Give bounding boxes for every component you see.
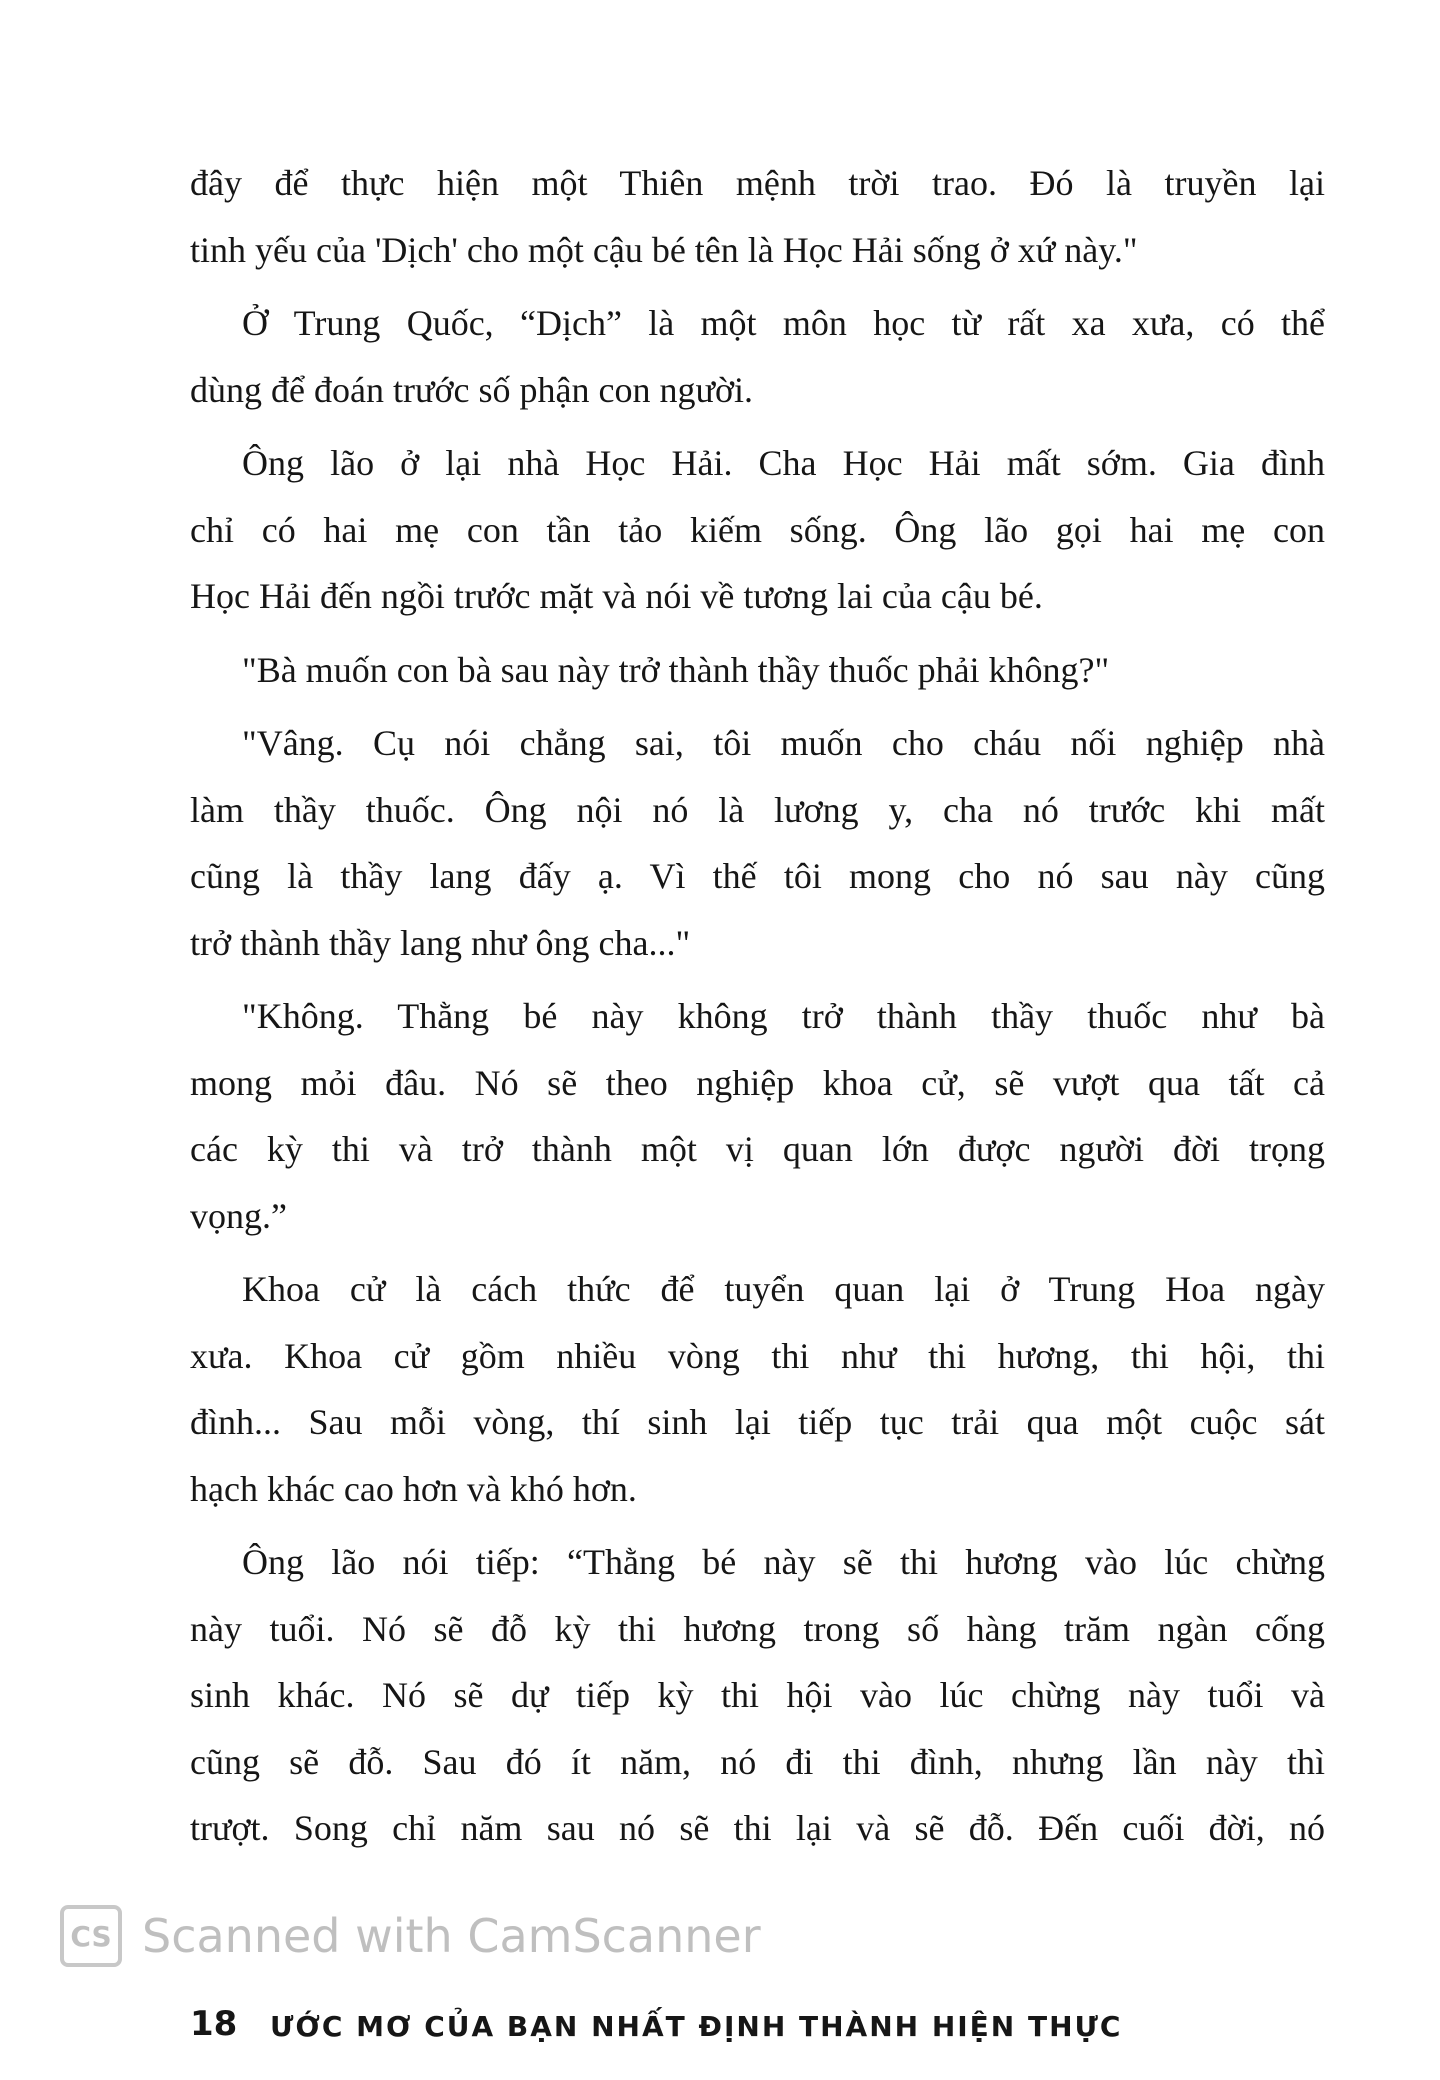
text-line: Ông lão ở lại nhà Học Hải. Cha Học Hải mất sớm. Gia đình — [242, 443, 1325, 483]
text-line: trở thành thầy lang như ông cha..." — [190, 922, 691, 963]
text-line: "Không. Thằng bé này không trở thành thầy thuốc như bà — [242, 996, 1325, 1036]
page-body — [190, 150, 1325, 1869]
text-line: xưa. Khoa cử gồm nhiều vòng thi như thi hương, thi hội, thi — [190, 1335, 1325, 1376]
page-number: 18 — [190, 2004, 238, 2044]
paragraph — [190, 430, 1325, 630]
text-line: vọng.” — [190, 1195, 287, 1236]
text-line: Ông lão nói tiếp: “Thằng bé này sẽ thi hương vào lúc chừng — [242, 1542, 1325, 1582]
text-line: trượt. Song chỉ năm sau nó sẽ thi lại và sẽ đỗ. Đến cuối đời, nó — [190, 1808, 1325, 1848]
text-line: đây để thực hiện một Thiên mệnh trời trao. Đó là truyền lại — [190, 163, 1325, 203]
text-line: "Vâng. Cụ nói chẳng sai, tôi muốn cho cháu nối nghiệp nhà — [242, 723, 1325, 763]
text-line: Khoa cử là cách thức để tuyển quan lại ở Trung Hoa ngày — [242, 1269, 1325, 1309]
text-line: làm thầy thuốc. Ông nội nó là lương y, cha nó trước khi mất — [190, 789, 1325, 830]
text-line: Học Hải đến ngồi trước mặt và nói về tương lai của cậu bé. — [190, 576, 1043, 616]
camscanner-logo-icon: CS — [60, 1905, 122, 1967]
text-line: chỉ có hai mẹ con tần tảo kiếm sống. Ông lão gọi hai mẹ con — [190, 509, 1325, 550]
text-line: hạch khác cao hơn và khó hơn. — [190, 1468, 637, 1509]
text-line: cũng là thầy lang đấy ạ. Vì thế tôi mong cho nó sau này cũng — [190, 856, 1325, 896]
text-line: cũng sẽ đỗ. Sau đó ít năm, nó đi thi đình, nhưng lần này thì — [190, 1741, 1325, 1782]
page-footer — [190, 2000, 1390, 2050]
text-line: "Bà muốn con bà sau này trở thành thầy thuốc phải không?" — [242, 649, 1110, 690]
text-line: mong mỏi đâu. Nó sẽ theo nghiệp khoa cử, sẽ vượt qua tất cả — [190, 1062, 1325, 1103]
paragraph — [190, 1256, 1325, 1522]
paragraph — [190, 637, 1325, 704]
text-line: tinh yếu của 'Dịch' cho một cậu bé tên là Học Hải sống ở xứ này." — [190, 229, 1138, 270]
paragraph — [190, 1529, 1325, 1862]
scanner-watermark-block — [60, 1905, 860, 1967]
text-line: dùng để đoán trước số phận con người. — [190, 369, 753, 410]
paragraph — [190, 150, 1325, 283]
paragraph — [190, 983, 1325, 1249]
paragraph — [190, 290, 1325, 423]
scanner-watermark: Scanned with CamScanner — [142, 1909, 761, 1963]
paragraph — [190, 710, 1325, 976]
text-line: đình... Sau mỗi vòng, thí sinh lại tiếp tục trải qua một cuộc sát — [190, 1402, 1325, 1442]
text-line: Ở Trung Quốc, “Dịch” là một môn học từ rất xa xưa, có thể — [242, 303, 1325, 343]
text-line: sinh khác. Nó sẽ dự tiếp kỳ thi hội vào lúc chừng này tuổi và — [190, 1675, 1325, 1715]
text-line: các kỳ thi và trở thành một vị quan lớn được người đời trọng — [190, 1129, 1325, 1169]
running-title: ƯỚC MƠ CỦA BẠN NHẤT ĐỊNH THÀNH HIỆN THỰC — [270, 2010, 1123, 2043]
text-line: này tuổi. Nó sẽ đỗ kỳ thi hương trong số hàng trăm ngàn cống — [190, 1608, 1325, 1649]
